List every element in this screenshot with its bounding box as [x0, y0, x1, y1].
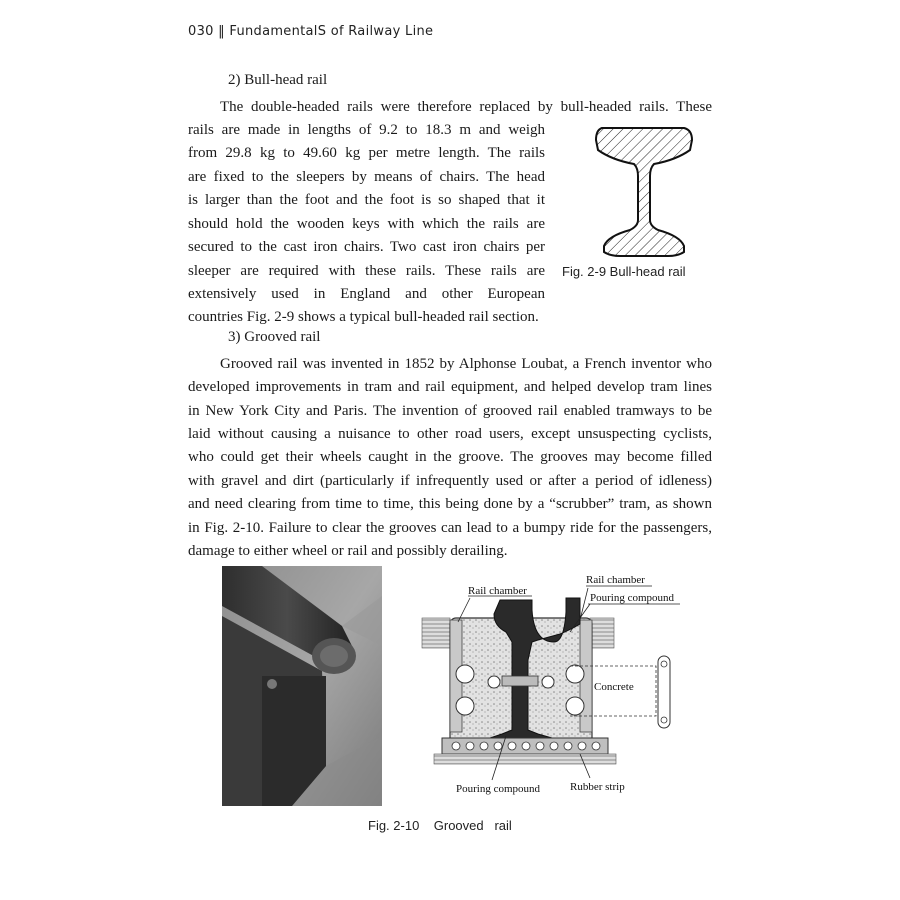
paragraph-line: damage to either wheel or rail and possibly derailing. — [188, 543, 508, 559]
paragraph-line: are fixed to the sleepers by means of chairs. The head — [188, 169, 545, 185]
paragraph-line: secured to the cast iron chairs. Two cast iron chairs per — [188, 239, 545, 255]
paragraph-line: from 29.8 kg to 49.60 kg per metre length. The rails — [188, 145, 545, 161]
section-heading-grooved-rail: 3) Grooved rail — [228, 329, 321, 345]
paragraph-line: laid without causing a nuisance to other road users, except unsuspecting cyclists, — [188, 426, 712, 442]
label-rail-chamber-left: Rail chamber — [468, 585, 527, 597]
paragraph-line: with gravel and dirt (particularly if infrequently used or after a period of idleness) — [188, 473, 712, 489]
paragraph-line: developed improvements in tram and rail equipment, and helped develop tram lines — [188, 379, 712, 395]
label-concrete: Concrete — [594, 681, 634, 693]
bull-head-rail-figure — [588, 124, 700, 264]
paragraph-line: sleeper are required with these rails. These rails are — [188, 263, 545, 279]
paragraph-line: should hold the wooden keys with which the rails are — [188, 216, 545, 232]
figure-caption-2-10: Fig. 2-10 Grooved rail — [368, 818, 512, 833]
paragraph-line: who could get their wheels caught in the groove. The grooves may become filled — [188, 449, 712, 465]
grooved-rail-photo — [222, 566, 382, 806]
paragraph-line: and need clearing from time to time, this being done by a “scrubber” tram, as shown — [188, 496, 712, 512]
label-rail-chamber-right: Rail chamber — [586, 574, 645, 586]
label-pouring-compound-bottom: Pouring compound — [456, 783, 541, 795]
paragraph-line: countries Fig. 2-9 shows a typical bull-headed rail section. — [188, 309, 539, 325]
label-pouring-compound-top: Pouring compound — [590, 592, 675, 604]
label-rubber-strip: Rubber strip — [570, 781, 625, 793]
bull-head-rail-section-shape — [596, 128, 692, 256]
paragraph-line: The double-headed rails were therefore replaced by bull-headed rails. These — [220, 99, 712, 115]
figure-caption-2-9: Fig. 2-9 Bull-head rail — [562, 264, 686, 279]
page-header: 030 ‖ FundamentalS of Railway Line — [188, 24, 434, 39]
paragraph-line: in Fig. 2-10. Failure to clear the grooves can lead to a bumpy ride for the passengers, — [188, 520, 712, 536]
paragraph-line: extensively used in England and other European — [188, 286, 545, 302]
section-heading-bull-head-rail: 2) Bull-head rail — [228, 72, 328, 88]
paragraph-line: rails are made in lengths of 9.2 to 18.3 m and weigh — [188, 122, 545, 138]
grooved-rail-diagram — [420, 570, 690, 802]
paragraph-line: is larger than the foot and the foot is so shaped that it — [188, 192, 545, 208]
paragraph-line: in New York City and Paris. The invention of grooved rail enabled tramways to be — [188, 403, 712, 419]
paragraph-line: Grooved rail was invented in 1852 by Alphonse Loubat, a French inventor who — [220, 356, 712, 372]
